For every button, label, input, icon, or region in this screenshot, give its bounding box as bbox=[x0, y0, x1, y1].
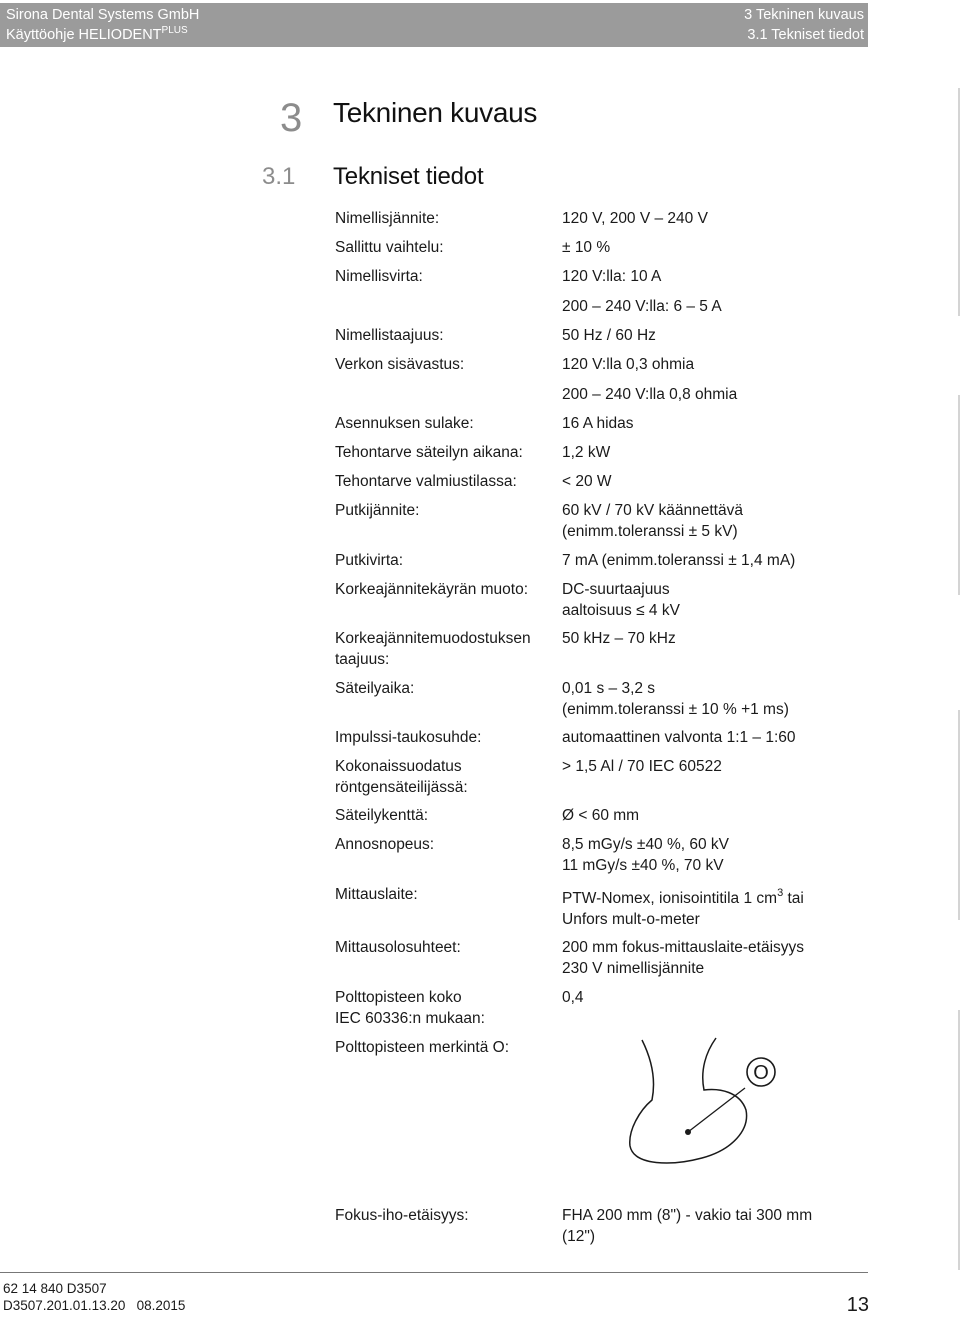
spec-value-power-standby: < 20 W bbox=[562, 473, 612, 490]
spec-value-instrument-1: PTW-Nomex, ionisointitila 1 $cm^3$ tai bbox=[562, 887, 804, 907]
spec-value-tube-voltage-1: 60 kV / 70 kV käännettävä bbox=[562, 502, 743, 519]
spec-value-line-resistance-2: 200 – 240 V:lla 0,8 ohmia bbox=[562, 386, 738, 403]
footer-doc-number: 62 14 840 D3507 bbox=[3, 1281, 107, 1296]
spec-label-tube-current: Putkivirta: bbox=[335, 552, 404, 569]
chapter-number: 3 bbox=[280, 96, 303, 140]
spec-value-tolerance: ± 10 % bbox=[562, 239, 611, 256]
spec-value-rated-voltage: 120 V, 200 V – 240 V bbox=[562, 210, 708, 227]
spec-label-field: Säteilykenttä: bbox=[335, 807, 429, 824]
footer-rule bbox=[0, 1272, 868, 1273]
spec-label-focal-size-2: IEC 60336:n mukaan: bbox=[335, 1010, 485, 1027]
spec-label-rated-current: Nimellisvirta: bbox=[335, 268, 423, 285]
spec-value-ffd-2: (12") bbox=[562, 1228, 596, 1245]
spec-value-conditions-2: 230 V nimellisjännite bbox=[562, 960, 705, 977]
spec-value-hv-frequency: 50 kHz – 70 kHz bbox=[562, 630, 676, 647]
spec-label-hv-waveform: Korkeajännitekäyrän muoto: bbox=[335, 581, 529, 598]
spec-value-rated-current-1: 120 V:lla: 10 A bbox=[562, 268, 662, 285]
spec-value-tube-current: 7 mA (enimm.toleranssi ± 1,4 mA) bbox=[562, 552, 796, 569]
spec-label-tolerance: Sallittu vaihtelu: bbox=[335, 239, 444, 256]
header-section-ref: 3.1 Tekniset tiedot bbox=[747, 27, 864, 43]
spec-label-fuse: Asennuksen sulake: bbox=[335, 415, 474, 432]
header-company: Sirona Dental Systems GmbH bbox=[6, 7, 200, 23]
spec-value-power-exposure: 1,2 kW bbox=[562, 444, 611, 461]
chapter-title: Tekninen kuvaus bbox=[333, 97, 538, 128]
spec-value-conditions-1: 200 mm fokus-mittauslaite-etäisyys bbox=[562, 939, 805, 956]
spec-label-dose-rate: Annosnopeus: bbox=[335, 836, 435, 853]
spec-value-instrument-2: Unfors mult-o-meter bbox=[562, 911, 700, 928]
footer-doc-code: D3507.201.01.13.20 08.2015 bbox=[3, 1298, 186, 1313]
spec-label-ffd: Fokus-iho-etäisyys: bbox=[335, 1207, 469, 1224]
spec-label-focal-mark: Polttopisteen merkintä O: bbox=[335, 1039, 510, 1056]
spec-label-power-standby: Tehontarve valmiustilassa: bbox=[335, 473, 517, 490]
header-manual-sup: PLUS bbox=[161, 25, 188, 36]
spec-label-hv-frequency-2: taajuus: bbox=[335, 651, 390, 668]
spec-value-dose-rate-2: 11 mGy/s ±40 %, 70 kV bbox=[562, 857, 724, 874]
spec-value-fuse: 16 A hidas bbox=[562, 415, 634, 432]
focal-spot-diagram bbox=[620, 1030, 790, 1170]
spec-value-exposure-time-2: (enimm.toleranssi ± 10 % +1 ms) bbox=[562, 701, 789, 718]
spec-label-filtration-2: röntgensäteilijässä: bbox=[335, 779, 468, 796]
page-header bbox=[0, 3, 868, 47]
spec-label-power-exposure: Tehontarve säteilyn aikana: bbox=[335, 444, 523, 461]
focal-point-dot bbox=[685, 1129, 691, 1135]
spec-label-duty-cycle: Impulssi-taukosuhde: bbox=[335, 729, 482, 746]
spec-value-rated-current-2: 200 – 240 V:lla: 6 – 5 A bbox=[562, 298, 722, 315]
footer-doc-date: 08.2015 bbox=[136, 1298, 186, 1313]
spec-label-tube-voltage: Putkijännite: bbox=[335, 502, 420, 519]
spec-value-duty-cycle: automaattinen valvonta 1:1 – 1:60 bbox=[562, 729, 796, 746]
spec-value-ffd-1: FHA 200 mm (8") - vakio tai 300 mm bbox=[562, 1207, 813, 1224]
spec-value-rated-frequency: 50 Hz / 60 Hz bbox=[562, 327, 656, 344]
header-chapter-ref: 3 Tekninen kuvaus bbox=[744, 7, 864, 23]
spec-value-hv-waveform-1: DC-suurtaajuus bbox=[562, 581, 670, 598]
spec-value-focal-size: 0,4 bbox=[562, 989, 584, 1006]
section-number: 3.1 bbox=[262, 163, 296, 190]
spec-label-rated-frequency: Nimellistaajuus: bbox=[335, 327, 444, 344]
pointer-line bbox=[688, 1088, 745, 1132]
spec-label-line-resistance: Verkon sisävastus: bbox=[335, 356, 465, 373]
spec-label-conditions: Mittausolosuhteet: bbox=[335, 939, 461, 956]
spec-value-tube-voltage-2: (enimm.toleranssi ± 5 kV) bbox=[562, 523, 738, 540]
spec-value-exposure-time-1: 0,01 s – 3,2 s bbox=[562, 680, 656, 697]
spec-label-focal-size-1: Polttopisteen koko bbox=[335, 989, 462, 1006]
spec-label-hv-frequency-1: Korkeajännitemuodostuksen bbox=[335, 630, 531, 647]
page-number: 13 bbox=[846, 1294, 869, 1316]
header-manual: Käyttöohje $HELIODENT^{PLUS}$ bbox=[6, 25, 188, 43]
focal-mark-letter: O bbox=[753, 1062, 769, 1084]
superscript-3: 3 bbox=[777, 887, 784, 899]
spec-value-line-resistance-1: 120 V:lla 0,3 ohmia bbox=[562, 356, 695, 373]
focal-mark-symbol: O: bbox=[492, 1039, 510, 1056]
section-title: Tekniset tiedot bbox=[333, 163, 484, 190]
spec-label-filtration-1: Kokonaissuodatus bbox=[335, 758, 462, 775]
spec-value-hv-waveform-2: aaltoisuus ≤ 4 kV bbox=[562, 602, 680, 619]
spec-label-instrument: Mittauslaite: bbox=[335, 886, 418, 903]
spec-label-exposure-time: Säteilyaika: bbox=[335, 680, 415, 697]
spec-value-dose-rate-1: 8,5 mGy/s ±40 %, 60 kV bbox=[562, 836, 730, 853]
spec-label-rated-voltage: Nimellisjännite: bbox=[335, 210, 440, 227]
spec-value-filtration: > 1,5 Al / 70 IEC 60522 bbox=[562, 758, 722, 775]
spec-value-field: Ø < 60 mm bbox=[562, 807, 640, 824]
